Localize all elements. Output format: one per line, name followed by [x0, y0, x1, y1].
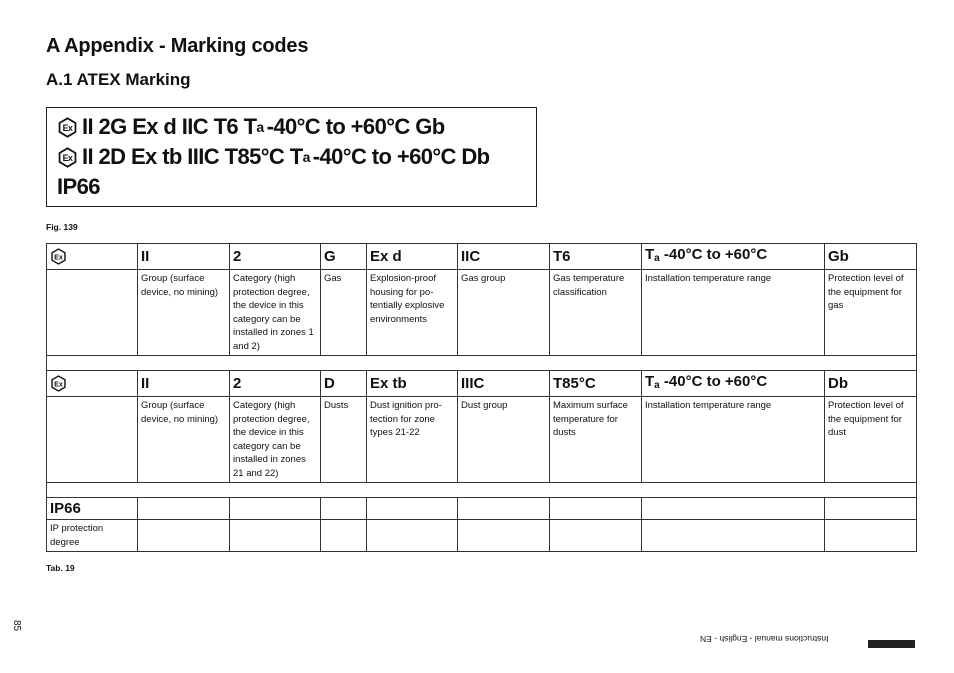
dust-header-cell: Ex tb [367, 371, 458, 397]
temp-sub: a [654, 380, 660, 391]
atex-marking-box [46, 107, 537, 207]
gas-header-cell: Ex d [367, 244, 458, 270]
gas-desc-cell: Protection level of the equipment for gas [825, 270, 917, 356]
ip-description-row [47, 520, 917, 552]
gas-desc-cell: Group (surface device, no mining) [138, 270, 230, 356]
gas-ex-cell [47, 244, 138, 270]
gas-temp-header-cell [642, 244, 825, 270]
ex-hexagon-icon [50, 248, 67, 265]
temp-range: -40°C to +60°C [663, 373, 768, 390]
marking-line-dust-text: II 2D Ex tb IIIC T85°C T [82, 144, 303, 169]
gas-header-cell: T6 [550, 244, 642, 270]
dust-desc-cell: Maximum surface temperature for dusts [550, 397, 642, 483]
page-title: A Appendix - Marking codes [46, 35, 309, 57]
empty-cell [138, 498, 230, 520]
temp-t: T [645, 373, 655, 390]
dust-level-header-cell: Db [825, 371, 917, 397]
temp-range: -40°C to +60°C [663, 246, 768, 263]
empty-cell [642, 520, 825, 552]
gas-header-cell: G [321, 244, 367, 270]
marking-line-dust [57, 144, 489, 170]
dust-desc-cell: Group (surface device, no mining) [138, 397, 230, 483]
footer-text: Instructions manual - English - EN [700, 634, 829, 644]
ip-desc-cell: IP protection degree [47, 520, 138, 552]
empty-cell [825, 498, 917, 520]
empty-cell [138, 520, 230, 552]
gas-desc-cell: Installation temperature range [642, 270, 825, 356]
dust-header-cell: T85°C [550, 371, 642, 397]
empty-cell [550, 520, 642, 552]
dust-desc-cell: Installation temperature range [642, 397, 825, 483]
gas-description-row [47, 270, 917, 356]
dust-desc-cell: Protection level of the equipment for dust [825, 397, 917, 483]
page-number: 85 [11, 620, 22, 632]
dust-header-cell: II [138, 371, 230, 397]
spacer-row [47, 356, 917, 371]
marking-line-ip [57, 174, 100, 200]
empty-cell [321, 520, 367, 552]
dust-desc-cell: Dust group [458, 397, 550, 483]
empty-cell [321, 498, 367, 520]
section-title: A.1 ATEX Marking [46, 70, 191, 89]
gas-desc-cell: Gas group [458, 270, 550, 356]
ip-header-cell: IP66 [47, 498, 138, 520]
dust-header-cell: 2 [230, 371, 321, 397]
dust-description-row [47, 397, 917, 483]
empty-cell [367, 498, 458, 520]
spacer-row [47, 483, 917, 498]
gas-header-cell: II [138, 244, 230, 270]
figure-caption: Fig. 139 [46, 222, 78, 232]
empty-cell [458, 498, 550, 520]
gas-level-header-cell: Gb [825, 244, 917, 270]
marking-line-gas-sub: a [256, 119, 264, 135]
temp-sub: a [654, 253, 660, 264]
marking-line-dust-sub: a [302, 149, 310, 165]
gas-desc-cell: Gas temperature classification [550, 270, 642, 356]
marking-codes-table [46, 243, 917, 552]
empty-cell [825, 520, 917, 552]
gas-desc-cell: Explosion-proof housing for potentially explosive environments [367, 270, 458, 356]
footer-bar [868, 640, 915, 648]
ex-hexagon-icon [50, 375, 67, 392]
marking-line-gas [57, 114, 445, 140]
dust-header-row [47, 371, 917, 397]
dust-desc-cell: Category (high protection degree, the device in this category can be installed in zones 21 and 22) [230, 397, 321, 483]
dust-header-cell: D [321, 371, 367, 397]
gas-header-cell: 2 [230, 244, 321, 270]
gas-header-row [47, 244, 917, 270]
marking-line-gas-text: II 2G Ex d IIC T6 T [82, 114, 257, 139]
spacer-cell [47, 483, 917, 498]
temp-t: T [645, 246, 655, 263]
table-caption: Tab. 19 [46, 563, 75, 573]
empty-cell [550, 498, 642, 520]
marking-line-ip-text: IP66 [57, 174, 100, 199]
dust-ex-cell [47, 371, 138, 397]
marking-line-dust-rest: -40°C to +60°C Db [312, 144, 490, 169]
dust-desc-cell: Dusts [321, 397, 367, 483]
gas-desc-cell: Gas [321, 270, 367, 356]
empty-cell [367, 520, 458, 552]
empty-cell [230, 520, 321, 552]
ip-header-row [47, 498, 917, 520]
spacer-cell [47, 356, 917, 371]
dust-temp-header-cell [642, 371, 825, 397]
gas-header-cell: IIC [458, 244, 550, 270]
marking-line-gas-rest: -40°C to +60°C Gb [266, 114, 445, 139]
dust-desc-cell: Dust ignition protection for zone types 21-22 [367, 397, 458, 483]
ex-hexagon-icon [57, 147, 78, 168]
empty-cell [642, 498, 825, 520]
dust-desc-cell [47, 397, 138, 483]
empty-cell [458, 520, 550, 552]
ex-hexagon-icon [57, 117, 78, 138]
dust-header-cell: IIIC [458, 371, 550, 397]
gas-desc-cell: Category (high protection degree, the device in this category can be installed in zones 1 and 2) [230, 270, 321, 356]
empty-cell [230, 498, 321, 520]
gas-desc-cell [47, 270, 138, 356]
